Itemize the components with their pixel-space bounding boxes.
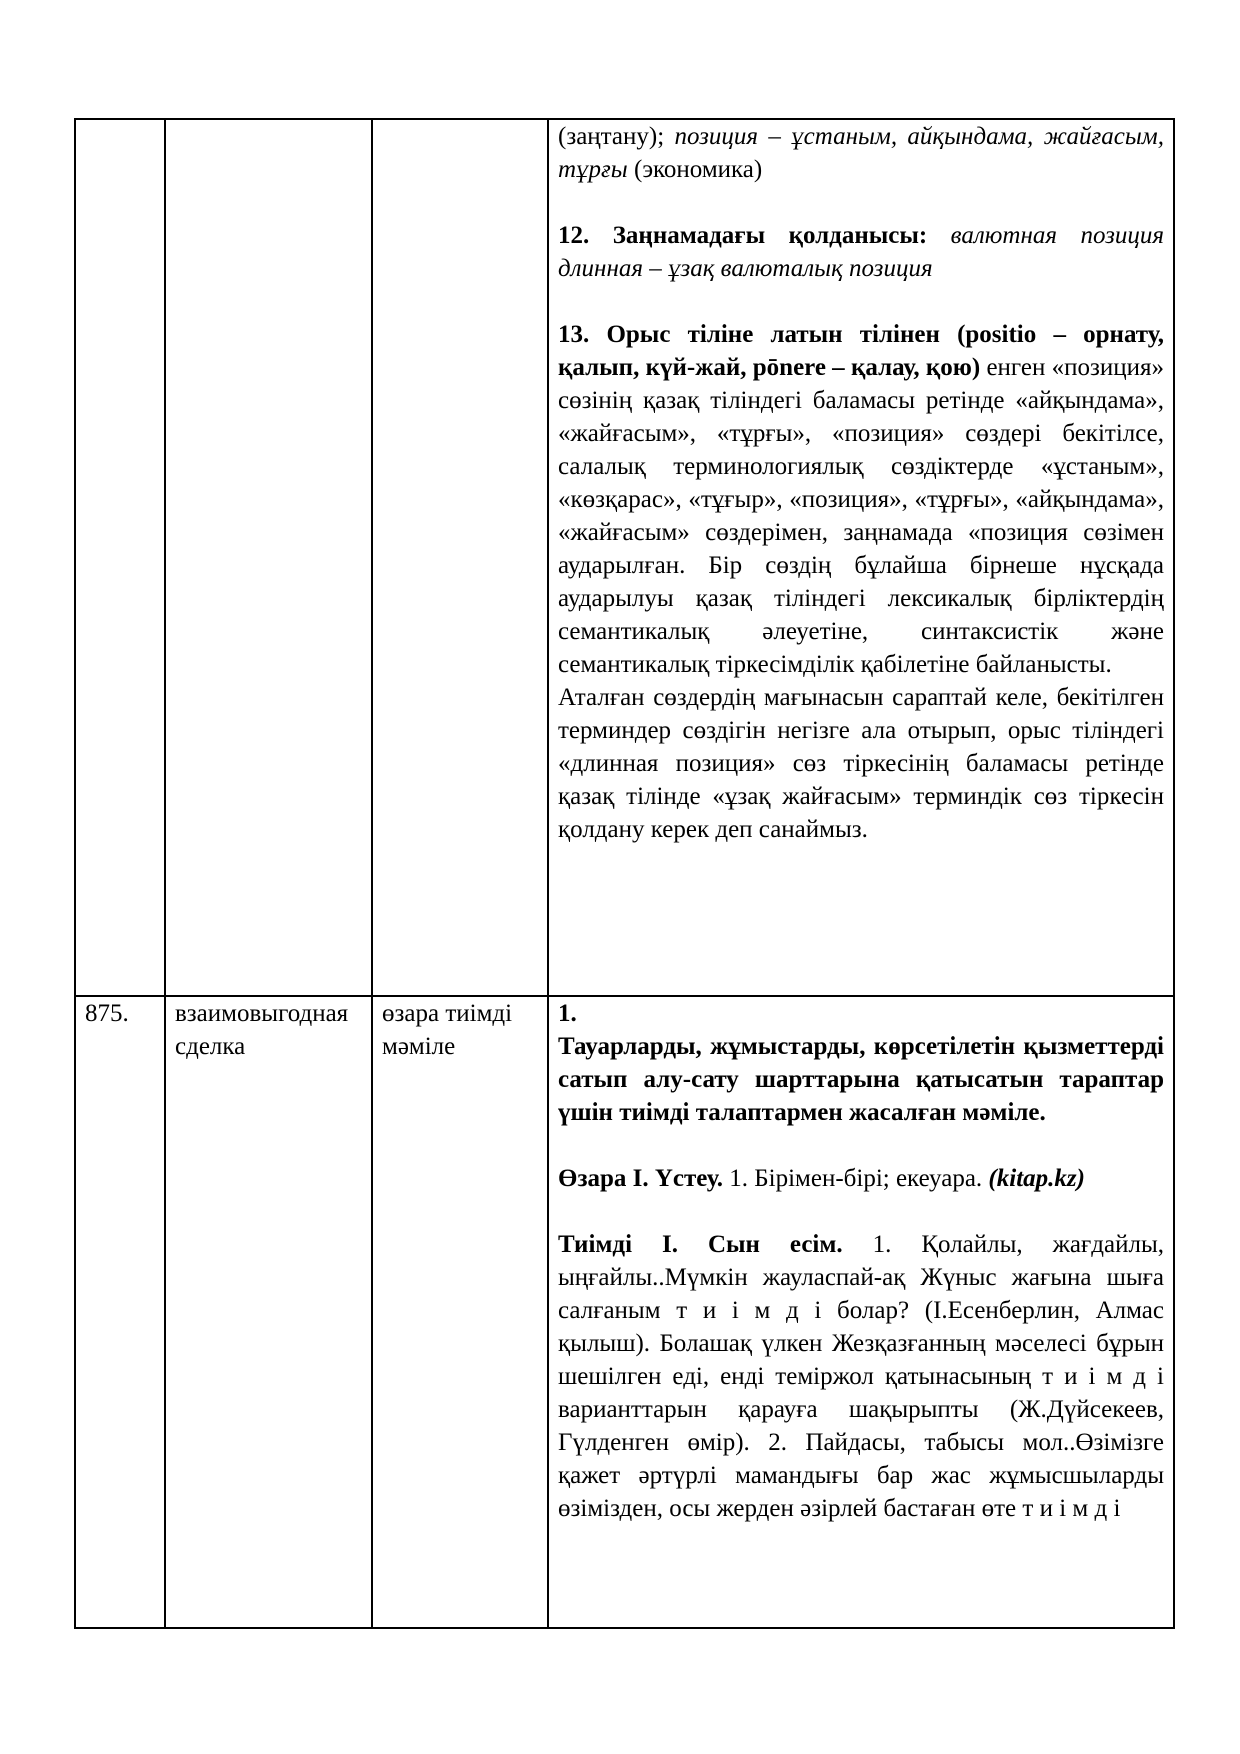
kazakh-term-cell: өзара тиімді мәміле xyxy=(372,996,548,1628)
definition: Тауарларды, жұмыстарды, көрсетілетін қызметтерді сатып алу-сату шарттарына қатысатын тараптар үшін тиімді талаптармен жасалған мәміле. xyxy=(558,1033,1164,1126)
kazakh-term-cell xyxy=(372,119,548,996)
section-label: 13. Орыс тіліне латын тілінен (positio – орнату, қалып, күй-жай, pōnere – қалау, қою) xyxy=(558,321,1164,381)
paragraph xyxy=(558,219,1164,285)
paragraph xyxy=(558,120,1164,186)
entry-label: Тиімді І. Сын есім. xyxy=(558,1231,843,1258)
paragraph xyxy=(558,1162,1164,1195)
russian-term-cell xyxy=(165,119,372,996)
text: енген «позиция» сөзінің қазақ тіліндегі баламасы ретінде «айқындама», «жайғасым», «тұрғы», «позиция» сөздері бекітілсе, салалық терминологиялық сөздіктерде «ұстаным», «көзқарас», «тұғыр», «позиция», «тұрғы», «айқындама», «жайғасым» сөздерімен, заңнамада «позиция сөзімен аударылған. Бір сөздің бұлайша бірнеше нұсқада аударылуы қазақ тіліндегі лексикалық бірліктердің семантикалық әлеуетіне, синтаксистік және семантикалық тіркесімділік қабілетіне байланысты. xyxy=(558,354,1164,678)
item-number: 1. xyxy=(558,1000,577,1027)
table-row xyxy=(75,996,1174,1628)
text: 1. Қолайлы, жағдайлы, ыңғайлы..Мүмкін жауласпай-ақ Жүныс жағына шыға салғаным т и і м д і болар? (І.Есенберлин, Алмас қылыш). Болашақ үлкен Жезқазғанның мәселесі бұрын шешілген еді, енді теміржол қатынасының т и і м д і варианттарын қарауға шақырыпты (Ж.Дүйсекеев, Гүлденген өмір). 2. Пайдасы, табысы мол..Өзімізге қажет әртүрлі мамандығы бар жас жұмысшыларды өзімізден, осы жерден әзірлей бастаған өте т и і м д і xyxy=(558,1231,1164,1522)
text: (экономика) xyxy=(627,156,763,183)
paragraph xyxy=(558,318,1164,681)
table-row xyxy=(75,119,1174,996)
italic-text: валютная позиция длинная – ұзақ валюталық позиция xyxy=(558,222,1164,282)
explanation-cell xyxy=(548,996,1174,1628)
source: (kitap.kz) xyxy=(988,1165,1085,1192)
text: (заңтану); xyxy=(558,123,675,150)
text: 1. Бірімен-бірі; екеуара. xyxy=(723,1165,989,1192)
section-label: 12. Заңнамадағы қолданысы: xyxy=(558,222,928,249)
entry-label: Өзара І. Үстеу. xyxy=(558,1165,724,1192)
paragraph: Аталған сөздердің мағынасын сараптай келе, бекітілген терминдер сөздігін негізге ала отырып, орыс тіліндегі «длинная позиция» сөз тіркесінің баламасы ретінде қазақ тілінде «ұзақ жайғасым» терминдік сөз тіркесін қолдану керек деп санаймыз. xyxy=(558,684,1164,843)
italic-text: позиция – ұстаным, айқындама, жайғасым, тұрғы xyxy=(558,123,1165,183)
number-cell xyxy=(75,119,165,996)
russian-term-cell: взаимовыгодная сделка xyxy=(165,996,372,1628)
number-cell: 875. xyxy=(75,996,165,1628)
explanation-cell xyxy=(548,119,1174,996)
terms-table xyxy=(74,118,1175,1629)
paragraph xyxy=(558,1228,1164,1525)
